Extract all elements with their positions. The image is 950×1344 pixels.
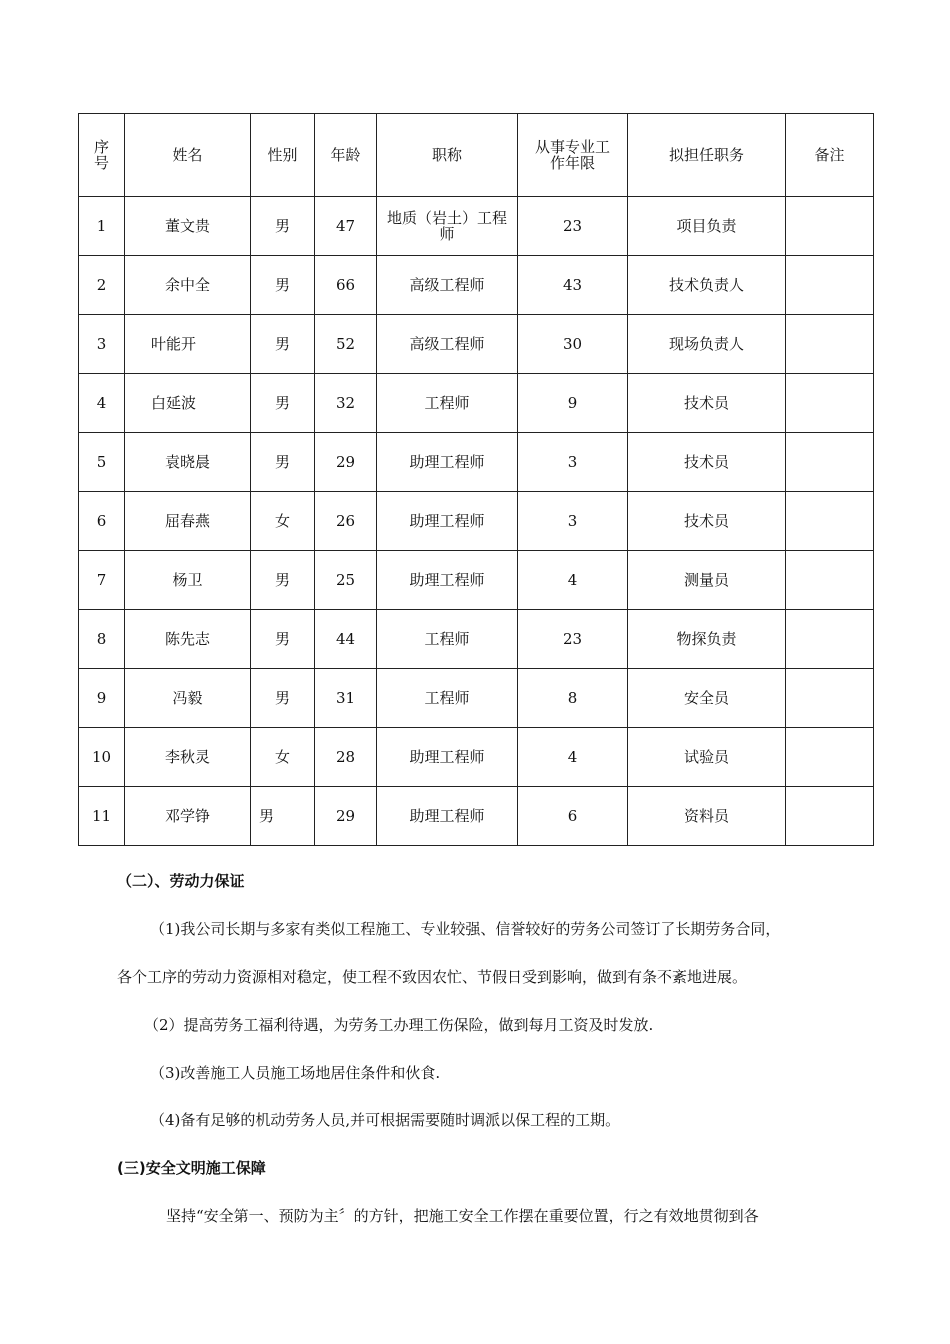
header-name: 姓名	[125, 114, 251, 197]
header-title: 职称	[377, 114, 518, 197]
cell-years: 3	[518, 433, 628, 492]
cell-title: 地质（岩土）工程师	[377, 197, 518, 256]
cell-age: 25	[315, 551, 377, 610]
header-position: 拟担任职务	[628, 114, 786, 197]
cell-age: 32	[315, 374, 377, 433]
cell-name: 余中全	[125, 256, 251, 315]
cell-seq: 6	[79, 492, 125, 551]
section3-p1: 坚持“安全第一、预防为主〞的方针，把施工安全工作摆在重要位置，行之有效地贯彻到各	[166, 1207, 759, 1225]
cell-years: 3	[518, 492, 628, 551]
cell-years: 4	[518, 551, 628, 610]
header-remark: 备注	[786, 114, 874, 197]
cell-seq: 1	[79, 197, 125, 256]
cell-title: 工程师	[377, 374, 518, 433]
cell-position: 技术员	[628, 374, 786, 433]
table-row	[79, 787, 874, 846]
cell-seq: 4	[79, 374, 125, 433]
section2-p3: （3)改善施工人员施工场地居住条件和伙食.	[150, 1064, 441, 1082]
cell-seq: 9	[79, 669, 125, 728]
cell-gender: 女	[251, 728, 315, 787]
cell-title: 高级工程师	[377, 256, 518, 315]
cell-gender: 男	[251, 197, 315, 256]
cell-seq: 10	[79, 728, 125, 787]
cell-gender: 男	[251, 610, 315, 669]
cell-remark	[786, 669, 874, 728]
section2-heading: （二）、劳动力保证	[117, 872, 245, 890]
table-row	[79, 492, 874, 551]
cell-position: 安全员	[628, 669, 786, 728]
header-seq	[79, 114, 125, 197]
section2-p4: （4)备有足够的机动劳务人员,并可根据需要随时调派以保工程的工期。	[150, 1111, 621, 1129]
staff-table-body	[79, 197, 874, 846]
table-row	[79, 197, 874, 256]
cell-name: 邓学铮	[125, 787, 251, 846]
cell-age: 28	[315, 728, 377, 787]
section2-p2: （2）提高劳务工福利待遇，为劳务工办理工伤保险，做到每月工资及时发放.	[144, 1016, 654, 1034]
cell-years: 9	[518, 374, 628, 433]
cell-gender: 男	[251, 315, 315, 374]
staff-table	[78, 113, 874, 846]
cell-title: 助理工程师	[377, 787, 518, 846]
header-seq-line1: 序	[93, 138, 109, 156]
cell-seq: 5	[79, 433, 125, 492]
cell-age: 31	[315, 669, 377, 728]
cell-title: 助理工程师	[377, 492, 518, 551]
cell-name: 屈春燕	[125, 492, 251, 551]
cell-age: 44	[315, 610, 377, 669]
cell-years: 4	[518, 728, 628, 787]
section2-p1-line2: 各个工序的劳动力资源相对稳定，使工程不致因农忙、节假日受到影响，做到有条不紊地进展。	[117, 968, 748, 986]
header-gender: 性别	[251, 114, 315, 197]
cell-age: 66	[315, 256, 377, 315]
cell-position: 资料员	[628, 787, 786, 846]
section2-p1-line1: （1)我公司长期与多家有类似工程施工、专业较强、信誉较好的劳务公司签订了长期劳务合同，	[150, 920, 781, 938]
table-row	[79, 610, 874, 669]
cell-seq: 11	[79, 787, 125, 846]
table-row	[79, 551, 874, 610]
cell-years: 30	[518, 315, 628, 374]
cell-seq: 8	[79, 610, 125, 669]
cell-position: 现场负责人	[628, 315, 786, 374]
cell-name: 董文贵	[125, 197, 251, 256]
cell-years: 8	[518, 669, 628, 728]
cell-position: 技术负责人	[628, 256, 786, 315]
cell-gender: 男	[251, 433, 315, 492]
cell-age: 29	[315, 433, 377, 492]
table-header-row	[79, 114, 874, 197]
cell-gender: 男	[251, 787, 315, 846]
cell-title: 助理工程师	[377, 728, 518, 787]
cell-name: 袁晓晨	[125, 433, 251, 492]
cell-remark	[786, 551, 874, 610]
cell-title: 助理工程师	[377, 551, 518, 610]
cell-remark	[786, 197, 874, 256]
cell-years: 6	[518, 787, 628, 846]
cell-remark	[786, 315, 874, 374]
cell-years: 43	[518, 256, 628, 315]
cell-remark	[786, 492, 874, 551]
cell-position: 项目负责	[628, 197, 786, 256]
cell-name: 叶能开	[125, 315, 251, 374]
cell-age: 47	[315, 197, 377, 256]
cell-position: 测量员	[628, 551, 786, 610]
table-row	[79, 433, 874, 492]
cell-position: 技术员	[628, 433, 786, 492]
cell-remark	[786, 787, 874, 846]
cell-seq: 7	[79, 551, 125, 610]
table-row	[79, 315, 874, 374]
cell-title: 工程师	[377, 610, 518, 669]
cell-gender: 男	[251, 551, 315, 610]
cell-gender: 女	[251, 492, 315, 551]
cell-name: 冯毅	[125, 669, 251, 728]
cell-seq: 2	[79, 256, 125, 315]
cell-seq: 3	[79, 315, 125, 374]
cell-age: 52	[315, 315, 377, 374]
cell-position: 技术员	[628, 492, 786, 551]
cell-position: 物探负责	[628, 610, 786, 669]
cell-age: 29	[315, 787, 377, 846]
table-row	[79, 374, 874, 433]
cell-remark	[786, 610, 874, 669]
header-age: 年龄	[315, 114, 377, 197]
cell-title: 高级工程师	[377, 315, 518, 374]
cell-name: 白延波	[125, 374, 251, 433]
section3-heading: (三)安全文明施工保障	[117, 1159, 266, 1177]
table-row	[79, 669, 874, 728]
cell-remark	[786, 374, 874, 433]
cell-name: 杨卫	[125, 551, 251, 610]
cell-name: 陈先志	[125, 610, 251, 669]
header-seq-line2: 号	[93, 154, 109, 172]
cell-remark	[786, 728, 874, 787]
cell-years: 23	[518, 610, 628, 669]
cell-gender: 男	[251, 374, 315, 433]
cell-name: 李秋灵	[125, 728, 251, 787]
cell-age: 26	[315, 492, 377, 551]
header-years: 从事专业工作年限	[518, 114, 628, 197]
cell-title: 助理工程师	[377, 433, 518, 492]
cell-position: 试验员	[628, 728, 786, 787]
cell-remark	[786, 433, 874, 492]
cell-title: 工程师	[377, 669, 518, 728]
cell-gender: 男	[251, 256, 315, 315]
cell-remark	[786, 256, 874, 315]
cell-years: 23	[518, 197, 628, 256]
table-row	[79, 256, 874, 315]
cell-gender: 男	[251, 669, 315, 728]
table-row	[79, 728, 874, 787]
